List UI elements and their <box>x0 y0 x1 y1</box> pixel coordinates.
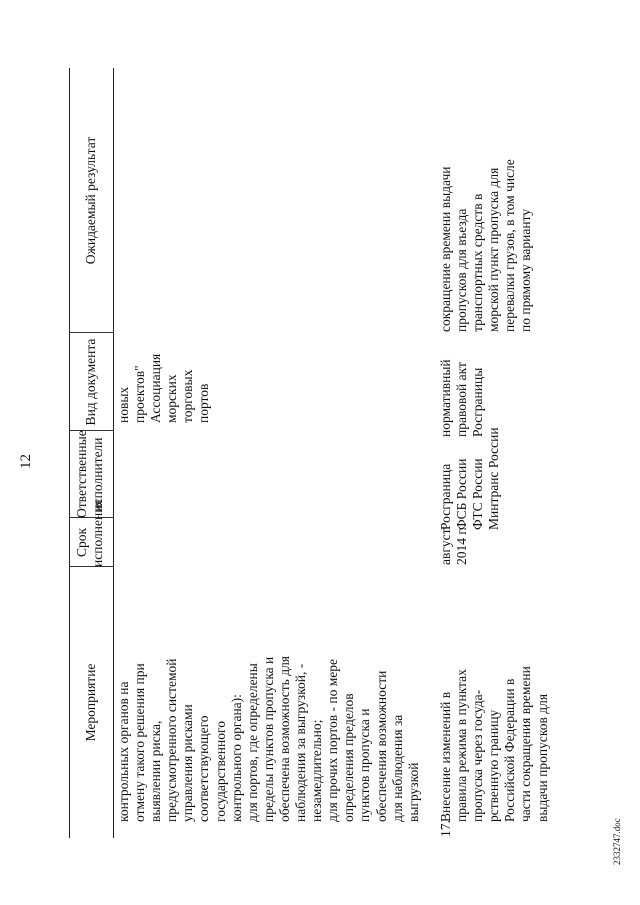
table-top-border <box>69 68 70 838</box>
row-result: сокращение времени выдачи пропусков для въезда транспортных средств в морской пункт пропуска для перевалки грузов, в том числе по прямому варианту <box>438 159 534 332</box>
row-executors: новых проектов" Ассоциация морских торговых портов <box>116 353 212 423</box>
document-id: 2332747.doc <box>612 818 622 865</box>
header-executors: Ответственные исполнители <box>74 430 105 518</box>
header-bottom-border <box>113 68 114 838</box>
header-deadline: Срок исполнения <box>74 499 105 567</box>
row-number: 17. <box>438 820 453 837</box>
row-executors: Росграница ФСБ России ФТС России Минтранс России <box>438 427 502 530</box>
row-measure: контрольных органов на отмену такого решения при выявлении риска, предусмотренного системой управления рисками соответствующего государственного контрольного органа): для портов, где определены пределы пунктов пропуска и обеспечена возможность для наблюдения за выгрузкой, - незамедлительно; для прочих портов - по мере определения пределов пунктов пропуска и обеспечения возможности для наблюдения за выгрузкой <box>116 655 421 822</box>
header-measure: Мероприятие <box>83 663 98 742</box>
row-deadline: август 2014 г. <box>438 527 470 565</box>
header-result: Ожидаемый результат <box>83 136 98 265</box>
row-measure: Внесение изменений в правила режима в пунктах пропуска через госуда- рственную границу Российской Федерации в части сокращения времени выдачи пропусков для <box>438 666 550 822</box>
page-number: 12 <box>18 454 34 469</box>
header-doc-type: Вид документа <box>83 338 98 426</box>
row-doc-type: нормативный правовой акт Росграницы <box>438 359 486 437</box>
